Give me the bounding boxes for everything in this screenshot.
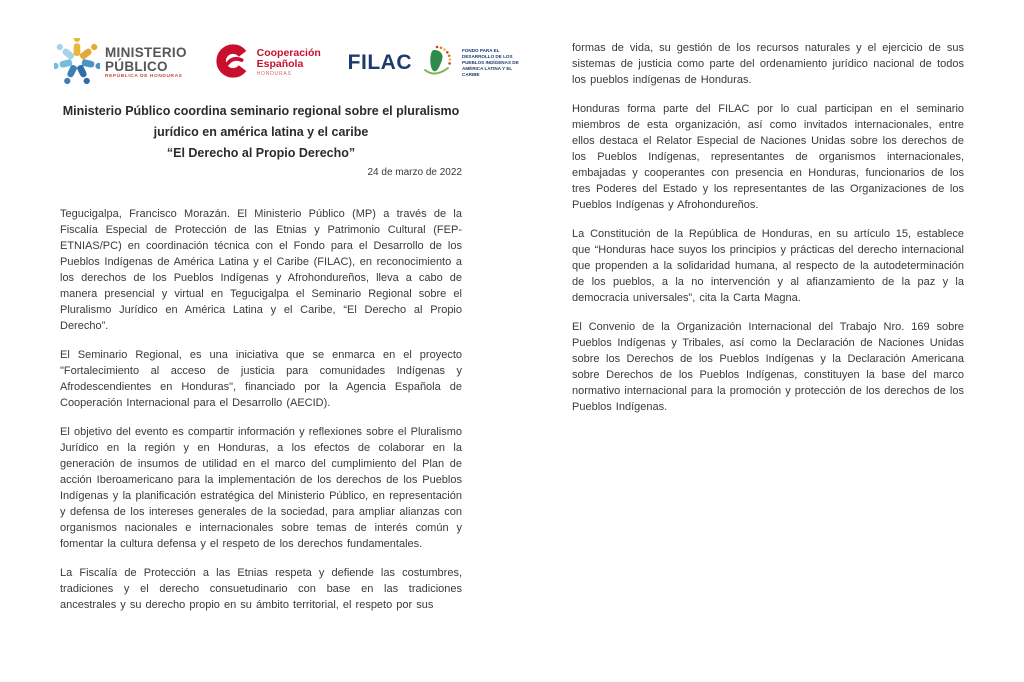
ministerio-publico-wordmark <box>105 46 187 80</box>
right-paragraph-1: formas de vida, su gestión de los recursos naturales y el ejercicio de sus sistemas de justicia como parte del ordenamiento jurídico nacional de todos los pueblos indígenas de Honduras. <box>572 42 964 86</box>
ministerio-publico-tagline: REPÚBLICA DE HONDURAS <box>105 74 183 80</box>
ministerio-publico-logo <box>54 38 187 89</box>
right-column <box>572 40 964 428</box>
cooperacion-espanola-name-line1: Cooperación <box>256 47 321 60</box>
document-title-line1: Ministerio Público coordina seminario regional sobre el pluralismo <box>62 104 460 118</box>
ministerio-publico-emblem-icon <box>54 38 100 89</box>
cooperacion-espanola-wordmark <box>257 48 321 77</box>
right-paragraph-2: Honduras forma parte del FILAC por lo cual participan en el seminario miembros de esta organización, así como invitados internacionales, entre ellos destaca el Relator Especial de Naciones Unidas sobre los derechos de los Pueblos Indígenas, representantes de organismos internacionales, embajadas y cooperantes con presencia en Honduras, funcionarios de los tres Poderes del Estado y los representantes de las Organizaciones de los Pueblos Indígenas y Afrohondureños. <box>572 103 964 211</box>
cooperacion-espanola-tagline: HONDURAS <box>256 71 292 78</box>
logo-strip <box>54 34 524 92</box>
left-paragraph-4: La Fiscalía de Protección a las Etnias respeta y defiende las costumbres, tradiciones y el derecho consuetudinario con base en las tradiciones ancestrales y su derecho propio en su ámbito territorial, el respeto por sus <box>60 567 462 611</box>
left-paragraph-1: Tegucigalpa, Francisco Morazán. El Ministerio Público (MP) a través de la Fiscalía Especial de Protección de las Etnias y Patrimonio Cultural (FEP-ETNIAS/PC) en coordinación técnica con el Fondo para el Desarrollo de los Pueblos Indígenas de América Latina y el Caribe (FILAC), en reconocimiento a los derechos de los Pueblos Indígenas y Afrohondureños, lleva a cabo de manera presencial y virtual en Tegucigalpa el Seminario Regional sobre el Pluralismo Jurídico en América Latina y el Caribe, “El Derecho al Propio Derecho”. <box>60 208 462 332</box>
filac-logo <box>348 41 524 86</box>
document-title-line2: jurídico en américa latina y el caribe <box>153 125 369 139</box>
left-paragraph-2: El Seminario Regional, es una iniciativa que se enmarca en el proyecto "Fortalecimiento al acceso de justicia para comunidades Indígenas y Afrodescendientes en Honduras", financiado por la Agencia Española de Cooperación Internacional para el Desarrollo (AECID). <box>60 349 462 409</box>
filac-map-icon <box>417 41 457 86</box>
filac-tagline: FONDO PARA EL DESARROLLO DE LOS PUEBLOS INDÍGENAS DE AMÉRICA LATINA Y EL CARIBE <box>462 48 519 77</box>
left-column <box>60 101 462 626</box>
document-date: 24 de marzo de 2022 <box>367 167 462 178</box>
right-paragraph-3: La Constitución de la República de Honduras, en su artículo 15, establece que “Honduras hace suyos los principios y prácticas del derecho internacional que propenden a la solidaridad humana, al respecto de la autodeterminación de los pueblos, a la no intervención y al afianzamiento de la paz y la democracia universales”, cita la Carta Magna. <box>572 228 964 304</box>
cooperacion-espanola-logo <box>214 42 321 85</box>
ministerio-publico-name-line2: PÚBLICO <box>105 58 168 74</box>
cooperacion-espanola-c-icon <box>214 42 252 85</box>
left-paragraph-3: El objetivo del evento es compartir información y reflexiones sobre el Pluralismo Jurídico en la región y en Honduras, a los efectos de colaborar en la generación de insumos de utilidad en el marco del cumplimiento del Plan de acción Iberoamericano para la implementación de los derechos de los Pueblos Indígenas y la planificación estratégica del Ministerio Público, en representación y defensa de los intereses generales de la sociedad, para ampliar alianzas con organismos nacionales e internacionales sobre temas de interés común y fomentar la cultura defensa y el respeto de los derechos fundamentales. <box>60 426 462 550</box>
right-paragraph-4: El Convenio de la Organización Internacional del Trabajo Nro. 169 sobre Pueblos Indígenas y Tribales, así como la Declaración de Naciones Unidas sobre los Derechos de los Pueblos Indígenas y la Declaración Americana sobre Derechos de los Pueblos Indígenas, constituyen la base del marco normativo internacional para la promoción y protección de los derechos de los Pueblos Indígenas. <box>572 321 964 413</box>
ministerio-publico-name-line1: MINISTERIO <box>105 44 187 60</box>
cooperacion-espanola-name-line2: Española <box>256 58 304 71</box>
filac-acronym: FILAC <box>347 51 412 74</box>
document-subtitle: “El Derecho al Propio Derecho” <box>166 146 356 160</box>
